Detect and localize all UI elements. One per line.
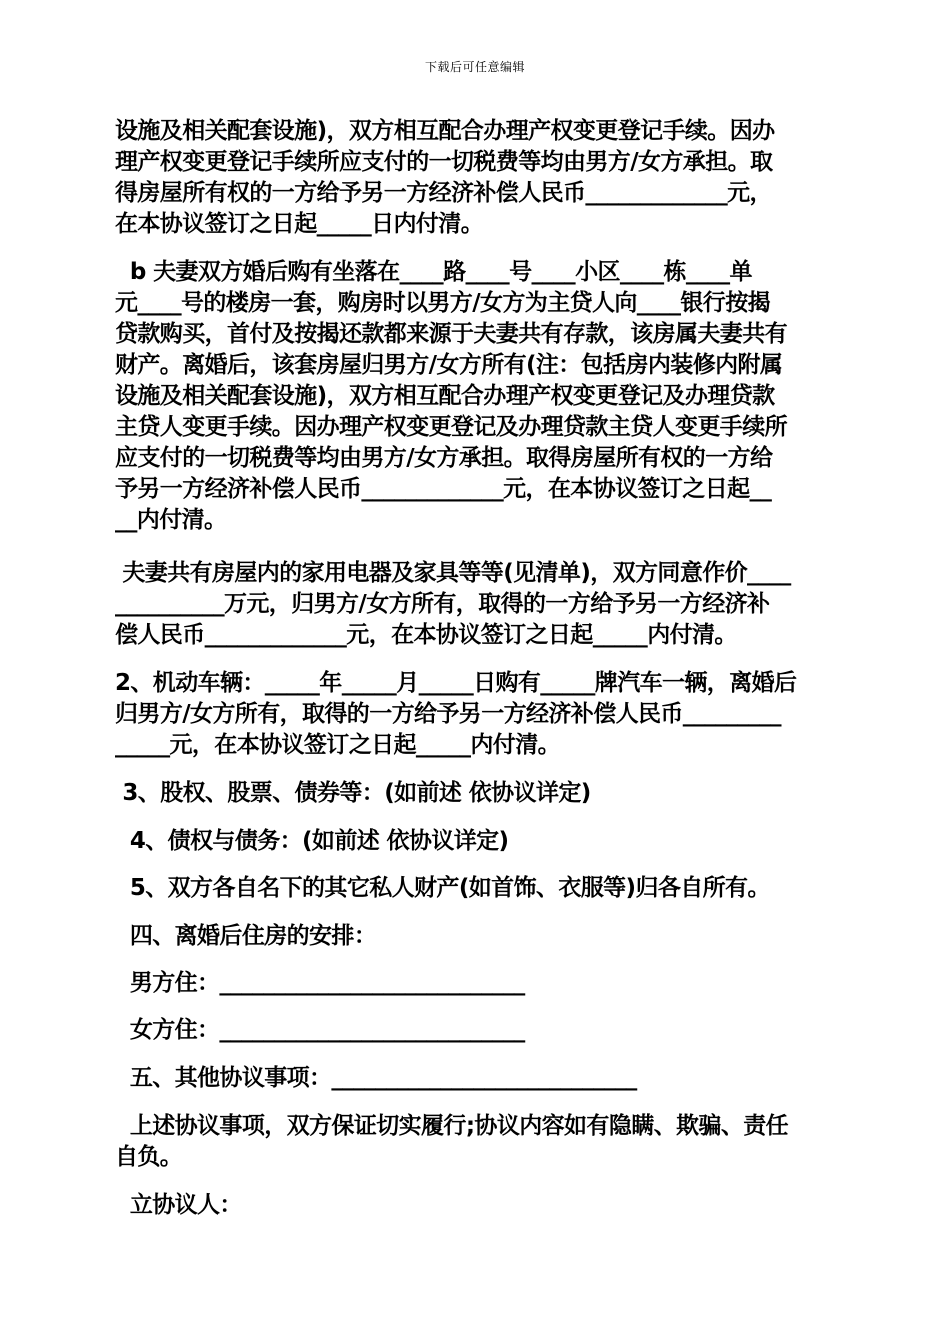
field-female-residence xyxy=(115,1015,837,1046)
text-line: 5、双方各自名下的其它私人财产(如首饰、衣服等)归各自所有。 xyxy=(115,875,770,901)
paragraph-debts xyxy=(115,826,837,857)
text-line: 立协议人： xyxy=(115,1192,242,1218)
paragraph-house-b xyxy=(115,257,837,536)
text-line: 男方住：____________________________ xyxy=(115,970,525,996)
paragraph-vehicle xyxy=(115,668,837,761)
paragraph-house-a-continuation xyxy=(115,116,837,240)
text-line: 应支付的一切税费等均由男方/女方承担。取得房屋所有权的一方给 xyxy=(115,445,773,471)
section-heading-other-matters xyxy=(115,1063,837,1094)
signatory-label xyxy=(115,1190,837,1221)
text-line: 女方住：____________________________ xyxy=(115,1017,525,1043)
text-line: __内付清。 xyxy=(115,507,227,533)
text-line: 自负。 xyxy=(115,1144,183,1170)
text-line: 偿人民币_____________元，在本协议签订之日起_____内付清。 xyxy=(115,622,737,648)
text-line: 贷款购买，首付及按揭还款都来源于夫妻共有存款，该房属夫妻共有 xyxy=(115,321,788,347)
text-line: 得房屋所有权的一方给予另一方经济补偿人民币_____________元， xyxy=(115,180,772,206)
text-line: 理产权变更登记手续所应支付的一切税费等均由男方/女方承担。取 xyxy=(115,149,773,175)
text-line: 3、股权、股票、债券等：(如前述 依协议详定) xyxy=(115,780,591,806)
text-line: 元____号的楼房一套，购房时以男方/女方为主贷人向____银行按揭 xyxy=(115,290,771,316)
text-line: 上述协议事项，双方保证切实履行;协议内容如有隐瞒、欺骗、责任 xyxy=(115,1113,789,1139)
text-line: 2、机动车辆：_____年_____月_____日购有_____牌汽车一辆，离婚后 xyxy=(115,670,797,696)
text-line: 设施及相关配套设施)，双方相互配合办理产权变更登记及办理贷款 xyxy=(115,383,775,409)
text-line: 夫妻共有房屋内的家用电器及家具等等(见清单)，双方同意作价____ xyxy=(115,560,791,586)
paragraph-stocks xyxy=(115,778,837,809)
text-line: _____元，在本协议签订之日起_____内付清。 xyxy=(115,732,561,758)
paragraph-appliances xyxy=(115,558,837,651)
text-line: 财产。离婚后，该套房屋归男方/女方所有(注：包括房内装修内附属 xyxy=(115,352,783,378)
text-line: 在本协议签订之日起_____日内付清。 xyxy=(115,211,484,237)
text-line: 五、其他协议事项：____________________________ xyxy=(115,1065,637,1091)
paragraph-private-property xyxy=(115,873,837,904)
text-line: 主贷人变更手续。因办理产权变更登记及办理贷款主贷人变更手续所 xyxy=(115,414,788,440)
field-male-residence xyxy=(115,968,837,999)
text-line: __________万元，归男方/女方所有，取得的一方给予另一方经济补 xyxy=(115,591,770,617)
text-line: 归男方/女方所有，取得的一方给予另一方经济补偿人民币_________ xyxy=(115,701,781,727)
text-line: 4、债权与债务：(如前述 依协议详定) xyxy=(115,828,509,854)
text-line: b 夫妻双方婚后购有坐落在____路____号____小区____栋____单 xyxy=(115,259,752,285)
section-heading-housing xyxy=(115,921,837,952)
page-header: 下载后可任意编辑 xyxy=(424,60,525,74)
text-line: 四、离婚后住房的安排： xyxy=(115,923,377,949)
paragraph-guarantee xyxy=(115,1111,837,1173)
text-line: 设施及相关配套设施)，双方相互配合办理产权变更登记手续。因办 xyxy=(115,118,775,144)
text-line: 予另一方经济补偿人民币_____________元，在本协议签订之日起__ xyxy=(115,476,772,502)
